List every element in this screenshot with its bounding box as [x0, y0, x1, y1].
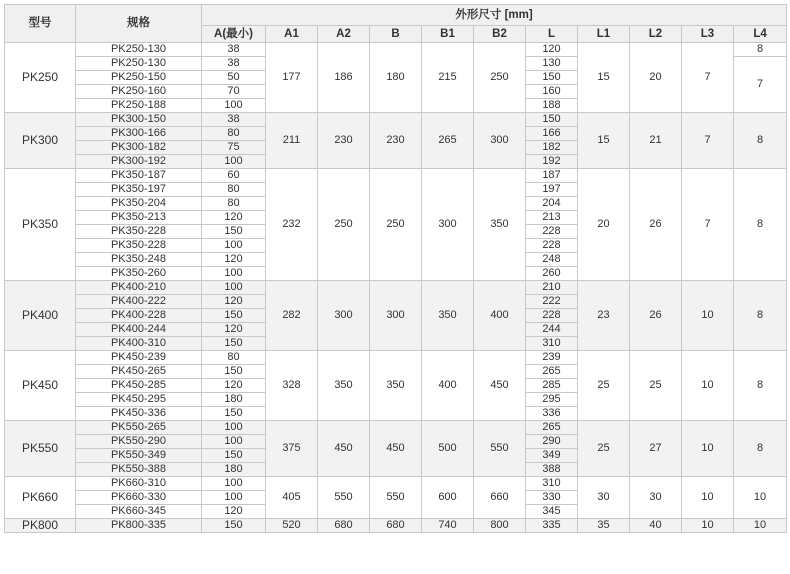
- table-row: [5, 169, 787, 183]
- dim-b1-cell: 300: [422, 169, 474, 281]
- dim-l1-cell: 25: [578, 421, 630, 477]
- dim-b2-cell: 450: [474, 351, 526, 421]
- spec-cell: PK550-265: [76, 421, 202, 435]
- l-cell: 150: [526, 113, 578, 127]
- spec-cell: PK550-388: [76, 463, 202, 477]
- l-cell: 192: [526, 155, 578, 169]
- a-min-cell: 120: [202, 295, 266, 309]
- header-col: L2: [630, 26, 682, 43]
- dim-l3-cell: 10: [682, 421, 734, 477]
- l-cell: 228: [526, 225, 578, 239]
- dim-l4-cell: 8: [734, 351, 787, 421]
- header-model: 型号: [5, 5, 76, 43]
- a-min-cell: 70: [202, 85, 266, 99]
- l-cell: 166: [526, 127, 578, 141]
- dim-a2-cell: 230: [318, 113, 370, 169]
- l-cell: 244: [526, 323, 578, 337]
- dim-b2-cell: 250: [474, 43, 526, 113]
- spec-cell: PK450-239: [76, 351, 202, 365]
- l-cell: 335: [526, 519, 578, 533]
- dim-l2-cell: 27: [630, 421, 682, 477]
- dim-l1-cell: 20: [578, 169, 630, 281]
- table-row: [5, 421, 787, 435]
- model-group: [5, 43, 787, 113]
- dim-a1-cell: 282: [266, 281, 318, 351]
- a-min-cell: 80: [202, 351, 266, 365]
- a-min-cell: 100: [202, 281, 266, 295]
- dim-a2-cell: 350: [318, 351, 370, 421]
- spec-cell: PK660-310: [76, 477, 202, 491]
- l-cell: 160: [526, 85, 578, 99]
- dim-l2-cell: 26: [630, 281, 682, 351]
- l-cell: 228: [526, 309, 578, 323]
- l-cell: 345: [526, 505, 578, 519]
- dim-b-cell: 680: [370, 519, 422, 533]
- dim-l3-cell: 10: [682, 351, 734, 421]
- dim-a2-cell: 250: [318, 169, 370, 281]
- dim-a1-cell: 177: [266, 43, 318, 113]
- header-col: A(最小): [202, 26, 266, 43]
- l-cell: 187: [526, 169, 578, 183]
- a-min-cell: 120: [202, 323, 266, 337]
- spec-cell: PK550-349: [76, 449, 202, 463]
- l-cell: 265: [526, 421, 578, 435]
- l-cell: 248: [526, 253, 578, 267]
- dim-a2-cell: 450: [318, 421, 370, 477]
- dim-l1-cell: 25: [578, 351, 630, 421]
- dim-l4-cell: 7: [734, 57, 787, 113]
- table-row: [5, 113, 787, 127]
- spec-cell: PK300-166: [76, 127, 202, 141]
- header-col: B2: [474, 26, 526, 43]
- header-col: L: [526, 26, 578, 43]
- spec-cell: PK300-182: [76, 141, 202, 155]
- dim-b2-cell: 400: [474, 281, 526, 351]
- dim-a1-cell: 232: [266, 169, 318, 281]
- a-min-cell: 150: [202, 407, 266, 421]
- a-min-cell: 120: [202, 505, 266, 519]
- spec-cell: PK800-335: [76, 519, 202, 533]
- spec-cell: PK400-228: [76, 309, 202, 323]
- dim-l4-cell: 8: [734, 113, 787, 169]
- a-min-cell: 180: [202, 463, 266, 477]
- a-min-cell: 80: [202, 183, 266, 197]
- dim-l1-cell: 15: [578, 43, 630, 113]
- dim-l1-cell: 30: [578, 477, 630, 519]
- a-min-cell: 100: [202, 155, 266, 169]
- dim-l2-cell: 21: [630, 113, 682, 169]
- dim-l1-cell: 23: [578, 281, 630, 351]
- spec-cell: PK400-222: [76, 295, 202, 309]
- dim-b1-cell: 265: [422, 113, 474, 169]
- dim-b1-cell: 740: [422, 519, 474, 533]
- l-cell: 204: [526, 197, 578, 211]
- dim-l2-cell: 26: [630, 169, 682, 281]
- a-min-cell: 38: [202, 57, 266, 71]
- a-min-cell: 100: [202, 239, 266, 253]
- spec-cell: PK350-248: [76, 253, 202, 267]
- dim-l4-cell: 8: [734, 281, 787, 351]
- spec-cell: PK250-130: [76, 43, 202, 57]
- spec-cell: PK400-244: [76, 323, 202, 337]
- l-cell: 336: [526, 407, 578, 421]
- dim-b-cell: 350: [370, 351, 422, 421]
- dim-l2-cell: 25: [630, 351, 682, 421]
- a-min-cell: 38: [202, 43, 266, 57]
- spec-cell: PK660-345: [76, 505, 202, 519]
- header-col: B: [370, 26, 422, 43]
- a-min-cell: 150: [202, 225, 266, 239]
- a-min-cell: 150: [202, 309, 266, 323]
- spec-cell: PK350-197: [76, 183, 202, 197]
- spec-cell: PK350-260: [76, 267, 202, 281]
- dim-b-cell: 450: [370, 421, 422, 477]
- dim-l1-cell: 15: [578, 113, 630, 169]
- dim-l4-cell: 8: [734, 421, 787, 477]
- a-min-cell: 100: [202, 267, 266, 281]
- spec-cell: PK250-130: [76, 57, 202, 71]
- dim-b2-cell: 300: [474, 113, 526, 169]
- header-col: A2: [318, 26, 370, 43]
- a-min-cell: 50: [202, 71, 266, 85]
- l-cell: 260: [526, 267, 578, 281]
- spec-cell: PK450-265: [76, 365, 202, 379]
- header-spec: 规格: [76, 5, 202, 43]
- a-min-cell: 150: [202, 365, 266, 379]
- l-cell: 388: [526, 463, 578, 477]
- table-header: [5, 5, 787, 43]
- a-min-cell: 38: [202, 113, 266, 127]
- dim-l4-cell: 10: [734, 477, 787, 519]
- a-min-cell: 80: [202, 127, 266, 141]
- l-cell: 295: [526, 393, 578, 407]
- dim-a1-cell: 405: [266, 477, 318, 519]
- dim-l3-cell: 10: [682, 281, 734, 351]
- header-col: B1: [422, 26, 474, 43]
- table-row: [5, 43, 787, 57]
- model-group: [5, 113, 787, 169]
- table-row: [5, 351, 787, 365]
- table-row: [5, 477, 787, 491]
- dim-b1-cell: 400: [422, 351, 474, 421]
- spec-cell: PK350-213: [76, 211, 202, 225]
- l-cell: 330: [526, 491, 578, 505]
- a-min-cell: 150: [202, 449, 266, 463]
- a-min-cell: 75: [202, 141, 266, 155]
- l-cell: 222: [526, 295, 578, 309]
- l-cell: 197: [526, 183, 578, 197]
- model-group: [5, 519, 787, 533]
- dim-l4-cell: 8: [734, 169, 787, 281]
- model-group: [5, 421, 787, 477]
- l-cell: 120: [526, 43, 578, 57]
- dim-b-cell: 250: [370, 169, 422, 281]
- header-col: A1: [266, 26, 318, 43]
- model-cell: PK450: [5, 351, 76, 421]
- a-min-cell: 180: [202, 393, 266, 407]
- spec-cell: PK350-228: [76, 239, 202, 253]
- spec-cell: PK250-160: [76, 85, 202, 99]
- spec-cell: PK350-187: [76, 169, 202, 183]
- dim-b-cell: 180: [370, 43, 422, 113]
- spec-cell: PK300-150: [76, 113, 202, 127]
- spec-cell: PK400-210: [76, 281, 202, 295]
- l-cell: 285: [526, 379, 578, 393]
- dim-l2-cell: 20: [630, 43, 682, 113]
- model-cell: PK350: [5, 169, 76, 281]
- a-min-cell: 100: [202, 421, 266, 435]
- a-min-cell: 80: [202, 197, 266, 211]
- dim-b2-cell: 800: [474, 519, 526, 533]
- spec-cell: PK400-310: [76, 337, 202, 351]
- dim-l3-cell: 7: [682, 113, 734, 169]
- l-cell: 310: [526, 337, 578, 351]
- dim-b1-cell: 350: [422, 281, 474, 351]
- spec-cell: PK660-330: [76, 491, 202, 505]
- model-cell: PK300: [5, 113, 76, 169]
- dim-l2-cell: 40: [630, 519, 682, 533]
- a-min-cell: 100: [202, 99, 266, 113]
- model-cell: PK800: [5, 519, 76, 533]
- l-cell: 210: [526, 281, 578, 295]
- model-cell: PK660: [5, 477, 76, 519]
- spec-cell: PK550-290: [76, 435, 202, 449]
- l-cell: 213: [526, 211, 578, 225]
- dim-b-cell: 230: [370, 113, 422, 169]
- l-cell: 182: [526, 141, 578, 155]
- l-cell: 265: [526, 365, 578, 379]
- dim-b-cell: 550: [370, 477, 422, 519]
- a-min-cell: 150: [202, 337, 266, 351]
- l-cell: 130: [526, 57, 578, 71]
- model-cell: PK400: [5, 281, 76, 351]
- dim-a2-cell: 550: [318, 477, 370, 519]
- dim-l3-cell: 10: [682, 477, 734, 519]
- header-col: L4: [734, 26, 787, 43]
- a-min-cell: 100: [202, 477, 266, 491]
- spec-cell: PK250-150: [76, 71, 202, 85]
- dim-a2-cell: 186: [318, 43, 370, 113]
- header-col: L3: [682, 26, 734, 43]
- dim-l3-cell: 7: [682, 169, 734, 281]
- l-cell: 310: [526, 477, 578, 491]
- dim-b-cell: 300: [370, 281, 422, 351]
- dim-l4-cell: 10: [734, 519, 787, 533]
- dim-l4-cell: 8: [734, 43, 787, 57]
- l-cell: 349: [526, 449, 578, 463]
- dim-a2-cell: 300: [318, 281, 370, 351]
- spec-cell: PK450-336: [76, 407, 202, 421]
- dim-b1-cell: 600: [422, 477, 474, 519]
- spec-cell: PK250-188: [76, 99, 202, 113]
- dim-a1-cell: 520: [266, 519, 318, 533]
- dim-l2-cell: 30: [630, 477, 682, 519]
- l-cell: 188: [526, 99, 578, 113]
- l-cell: 290: [526, 435, 578, 449]
- dim-b2-cell: 350: [474, 169, 526, 281]
- model-cell: PK250: [5, 43, 76, 113]
- spec-cell: PK300-192: [76, 155, 202, 169]
- l-cell: 228: [526, 239, 578, 253]
- spec-table: [4, 4, 787, 533]
- spec-cell: PK350-228: [76, 225, 202, 239]
- dim-b2-cell: 660: [474, 477, 526, 519]
- a-min-cell: 100: [202, 491, 266, 505]
- dim-l3-cell: 7: [682, 43, 734, 113]
- l-cell: 239: [526, 351, 578, 365]
- dim-l3-cell: 10: [682, 519, 734, 533]
- a-min-cell: 60: [202, 169, 266, 183]
- table-row: [5, 519, 787, 533]
- a-min-cell: 120: [202, 253, 266, 267]
- spec-cell: PK450-295: [76, 393, 202, 407]
- l-cell: 150: [526, 71, 578, 85]
- a-min-cell: 120: [202, 379, 266, 393]
- header-dimensions: 外形尺寸 [mm]: [202, 5, 787, 26]
- header-col: L1: [578, 26, 630, 43]
- model-cell: PK550: [5, 421, 76, 477]
- model-group: [5, 281, 787, 351]
- spec-cell: PK450-285: [76, 379, 202, 393]
- model-group: [5, 477, 787, 519]
- a-min-cell: 100: [202, 435, 266, 449]
- model-group: [5, 169, 787, 281]
- model-group: [5, 351, 787, 421]
- dim-b2-cell: 550: [474, 421, 526, 477]
- dim-l1-cell: 35: [578, 519, 630, 533]
- dim-b1-cell: 215: [422, 43, 474, 113]
- dim-a1-cell: 375: [266, 421, 318, 477]
- dim-a2-cell: 680: [318, 519, 370, 533]
- table-row: [5, 281, 787, 295]
- a-min-cell: 150: [202, 519, 266, 533]
- spec-cell: PK350-204: [76, 197, 202, 211]
- dim-a1-cell: 328: [266, 351, 318, 421]
- dim-b1-cell: 500: [422, 421, 474, 477]
- a-min-cell: 120: [202, 211, 266, 225]
- dim-a1-cell: 211: [266, 113, 318, 169]
